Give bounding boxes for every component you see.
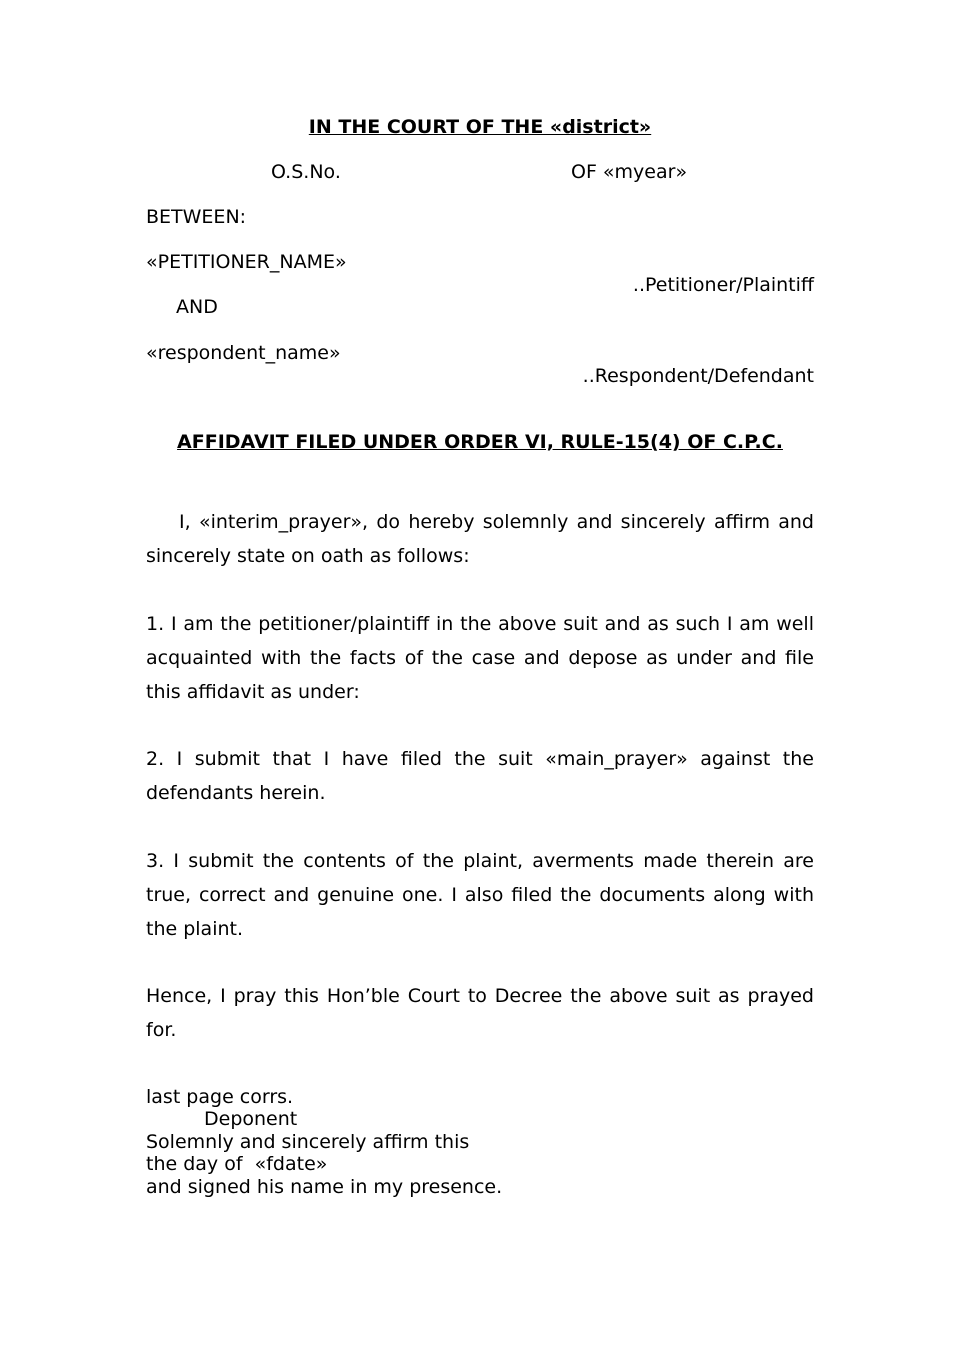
and-label: AND [176,296,218,318]
os-year: OF «myear» [571,161,688,183]
point-3: 3. I submit the contents of the plaint, averments made therein are true, correct and genuine one. I also filed the documents along with the plaint. [146,850,814,940]
os-number: O.S.No. [271,161,341,183]
respondent-role: ..Respondent/Defendant [582,365,814,387]
signed-line: and signed his name in my presence. [146,1176,503,1198]
date-line: the day of «fdate» [146,1153,328,1175]
affirm-line: Solemnly and sincerely affirm this [146,1131,470,1153]
between-label: BETWEEN: [146,206,247,228]
point-1: 1. I am the petitioner/plaintiff in the above suit and as such I am well acquainted with the facts of the case and depose as under and file this affidavit as under: [146,613,814,703]
point-2: 2. I submit that I have filed the suit «main_prayer» against the defendants herein. [146,748,814,804]
petitioner-name: «PETITIONER_NAME» [146,251,347,273]
court-title: IN THE COURT OF THE «district» [308,116,652,138]
prayer-paragraph: Hence, I pray this Hon’ble Court to Decree the above suit as prayed for. [146,985,814,1041]
intro-paragraph: I, «interim_prayer», do hereby solemnly and sincerely affirm and sincerely state on oath as follows: [146,511,814,567]
affidavit-heading: AFFIDAVIT FILED UNDER ORDER VI, RULE-15(4) OF C.P.C. [177,431,783,453]
petitioner-role: ..Petitioner/Plaintiff [632,274,814,296]
respondent-name: «respondent_name» [146,342,341,364]
last-page-note: last page corrs. [146,1086,294,1108]
deponent-label: Deponent [204,1108,298,1130]
